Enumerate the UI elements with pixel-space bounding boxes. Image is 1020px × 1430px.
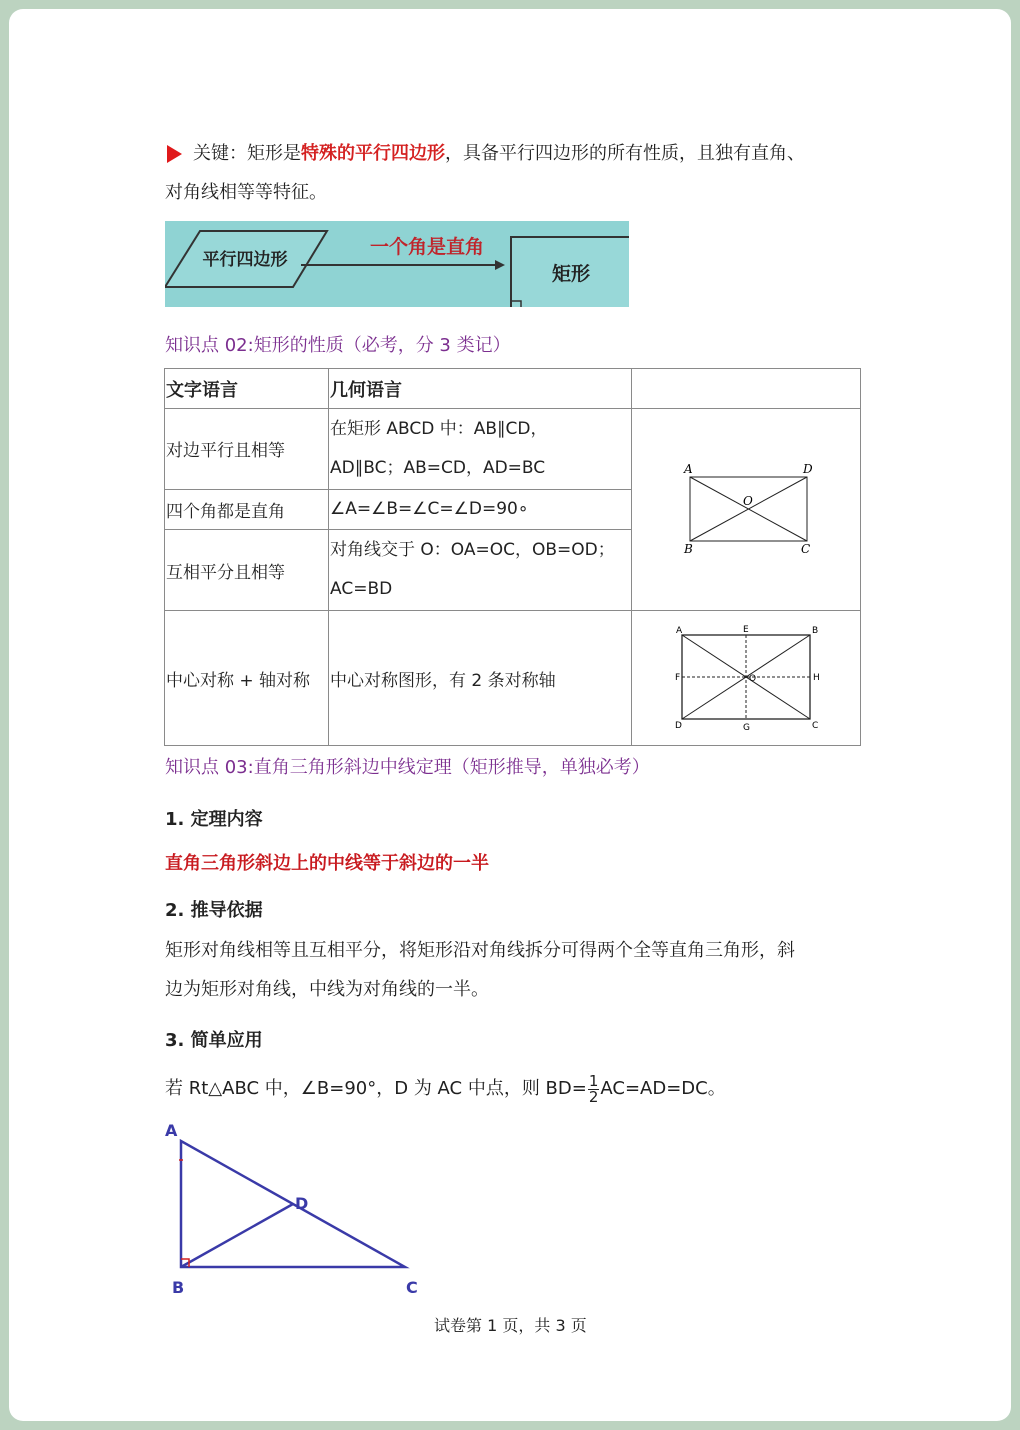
fig2-label-o: O	[749, 674, 757, 684]
fig2-label-d: D	[675, 721, 682, 731]
fig2-label-c: C	[812, 721, 819, 731]
header-geometry-language: 几何语言	[329, 369, 632, 409]
fig2-label-b: B	[812, 626, 819, 636]
row-geo-cell: ∠A=∠B=∠C=∠D=90∘	[329, 489, 632, 530]
key-paragraph-line2: 对角线相等等特征。	[165, 182, 327, 203]
row-geo-cell	[329, 409, 632, 490]
fig2-label-h: H	[813, 673, 820, 683]
page-footer: 试卷第 1 页，共 3 页	[434, 1316, 587, 1335]
theorem-statement: 直角三角形斜边上的中线等于斜边的一半	[165, 853, 489, 874]
parallelogram-label: 平行四边形	[202, 250, 288, 270]
basis-line1: 矩形对角线相等且互相平分，将矩形沿对角线拆分可得两个全等直角三角形，斜	[165, 940, 795, 961]
rectangle-symmetry-figure	[633, 611, 860, 740]
parallelogram-to-rectangle-diagram	[165, 221, 629, 307]
fig1-label-o: O	[743, 494, 753, 508]
basis-line2: 边为矩形对角线，中线为对角线的一半。	[165, 979, 489, 1000]
heading-theorem-content: 1. 定理内容	[165, 809, 263, 830]
fig2-label-g: G	[743, 723, 750, 733]
section-03-title: 知识点 03:直角三角形斜边中线定理（矩形推导，单独必考）	[165, 757, 650, 778]
triangle-label-a: A	[165, 1121, 178, 1140]
heading-derivation-basis: 2. 推导依据	[165, 900, 263, 921]
red-triangle-bullet-icon	[167, 145, 182, 163]
fig2-label-a: A	[676, 626, 683, 636]
application-suffix: AC=AD=DC。	[600, 1078, 726, 1099]
table-row	[165, 611, 861, 746]
fig1-label-a: A	[684, 462, 693, 476]
fig1-label-d: D	[803, 462, 813, 476]
row-geo-cell: 中心对称图形，有 2 条对称轴	[329, 611, 632, 746]
geo-line: AC=BD	[330, 579, 393, 600]
key-paragraph-line1	[193, 143, 805, 165]
rectangle-diagonals-figure	[633, 409, 860, 605]
figure2-cell	[632, 611, 861, 746]
key-prefix: 关键：矩形是	[193, 143, 301, 164]
table-header-row	[165, 369, 861, 409]
rectangle-properties-table	[164, 368, 861, 746]
row-text-cell: 互相平分且相等	[165, 530, 329, 611]
key-suffix: ，具备平行四边形的所有性质，且独有直角、	[445, 143, 805, 164]
row-geo-cell	[329, 530, 632, 611]
row-text-cell: 四个角都是直角	[165, 489, 329, 530]
header-figure	[632, 369, 861, 409]
triangle-label-d: D	[295, 1194, 309, 1213]
row-text-cell: 对边平行且相等	[165, 409, 329, 490]
fig1-label-b: B	[684, 542, 693, 556]
geo-line: AD∥BC；AB=CD，AD=BC	[330, 457, 546, 478]
heading-simple-application: 3. 简单应用	[165, 1030, 263, 1051]
table-row	[165, 409, 861, 490]
triangle-label-c: C	[406, 1278, 418, 1297]
key-highlight: 特殊的平行四边形	[301, 143, 445, 164]
arrow-label: 一个角是直角	[369, 236, 485, 258]
fraction-one-half	[588, 1071, 600, 1106]
application-prefix: 若 Rt△ABC 中，∠B=90°，D 为 AC 中点，则 BD=	[165, 1078, 587, 1099]
right-triangle-median-figure	[159, 1117, 429, 1297]
fraction-denominator: 2	[588, 1087, 599, 1106]
document-page	[9, 9, 1011, 1421]
fig2-label-e: E	[743, 625, 749, 635]
fig2-label-f: F	[675, 673, 681, 683]
application-sentence	[165, 1071, 726, 1107]
row-text-cell: 中心对称 + 轴对称	[165, 611, 329, 746]
header-text-language: 文字语言	[165, 369, 329, 409]
geo-line: 对角线交于 O：OA=OC，OB=OD；	[330, 540, 615, 561]
median-bd	[181, 1204, 293, 1267]
fraction-numerator: 1	[588, 1071, 599, 1090]
geo-line: 在矩形 ABCD 中：AB∥CD，	[330, 418, 548, 439]
section-02-title: 知识点 02:矩形的性质（必考，分 3 类记）	[165, 335, 511, 356]
triangle-label-b: B	[172, 1278, 185, 1297]
figure1-cell	[632, 409, 861, 611]
rectangle-label: 矩形	[551, 263, 591, 285]
fig1-label-c: C	[801, 542, 811, 556]
